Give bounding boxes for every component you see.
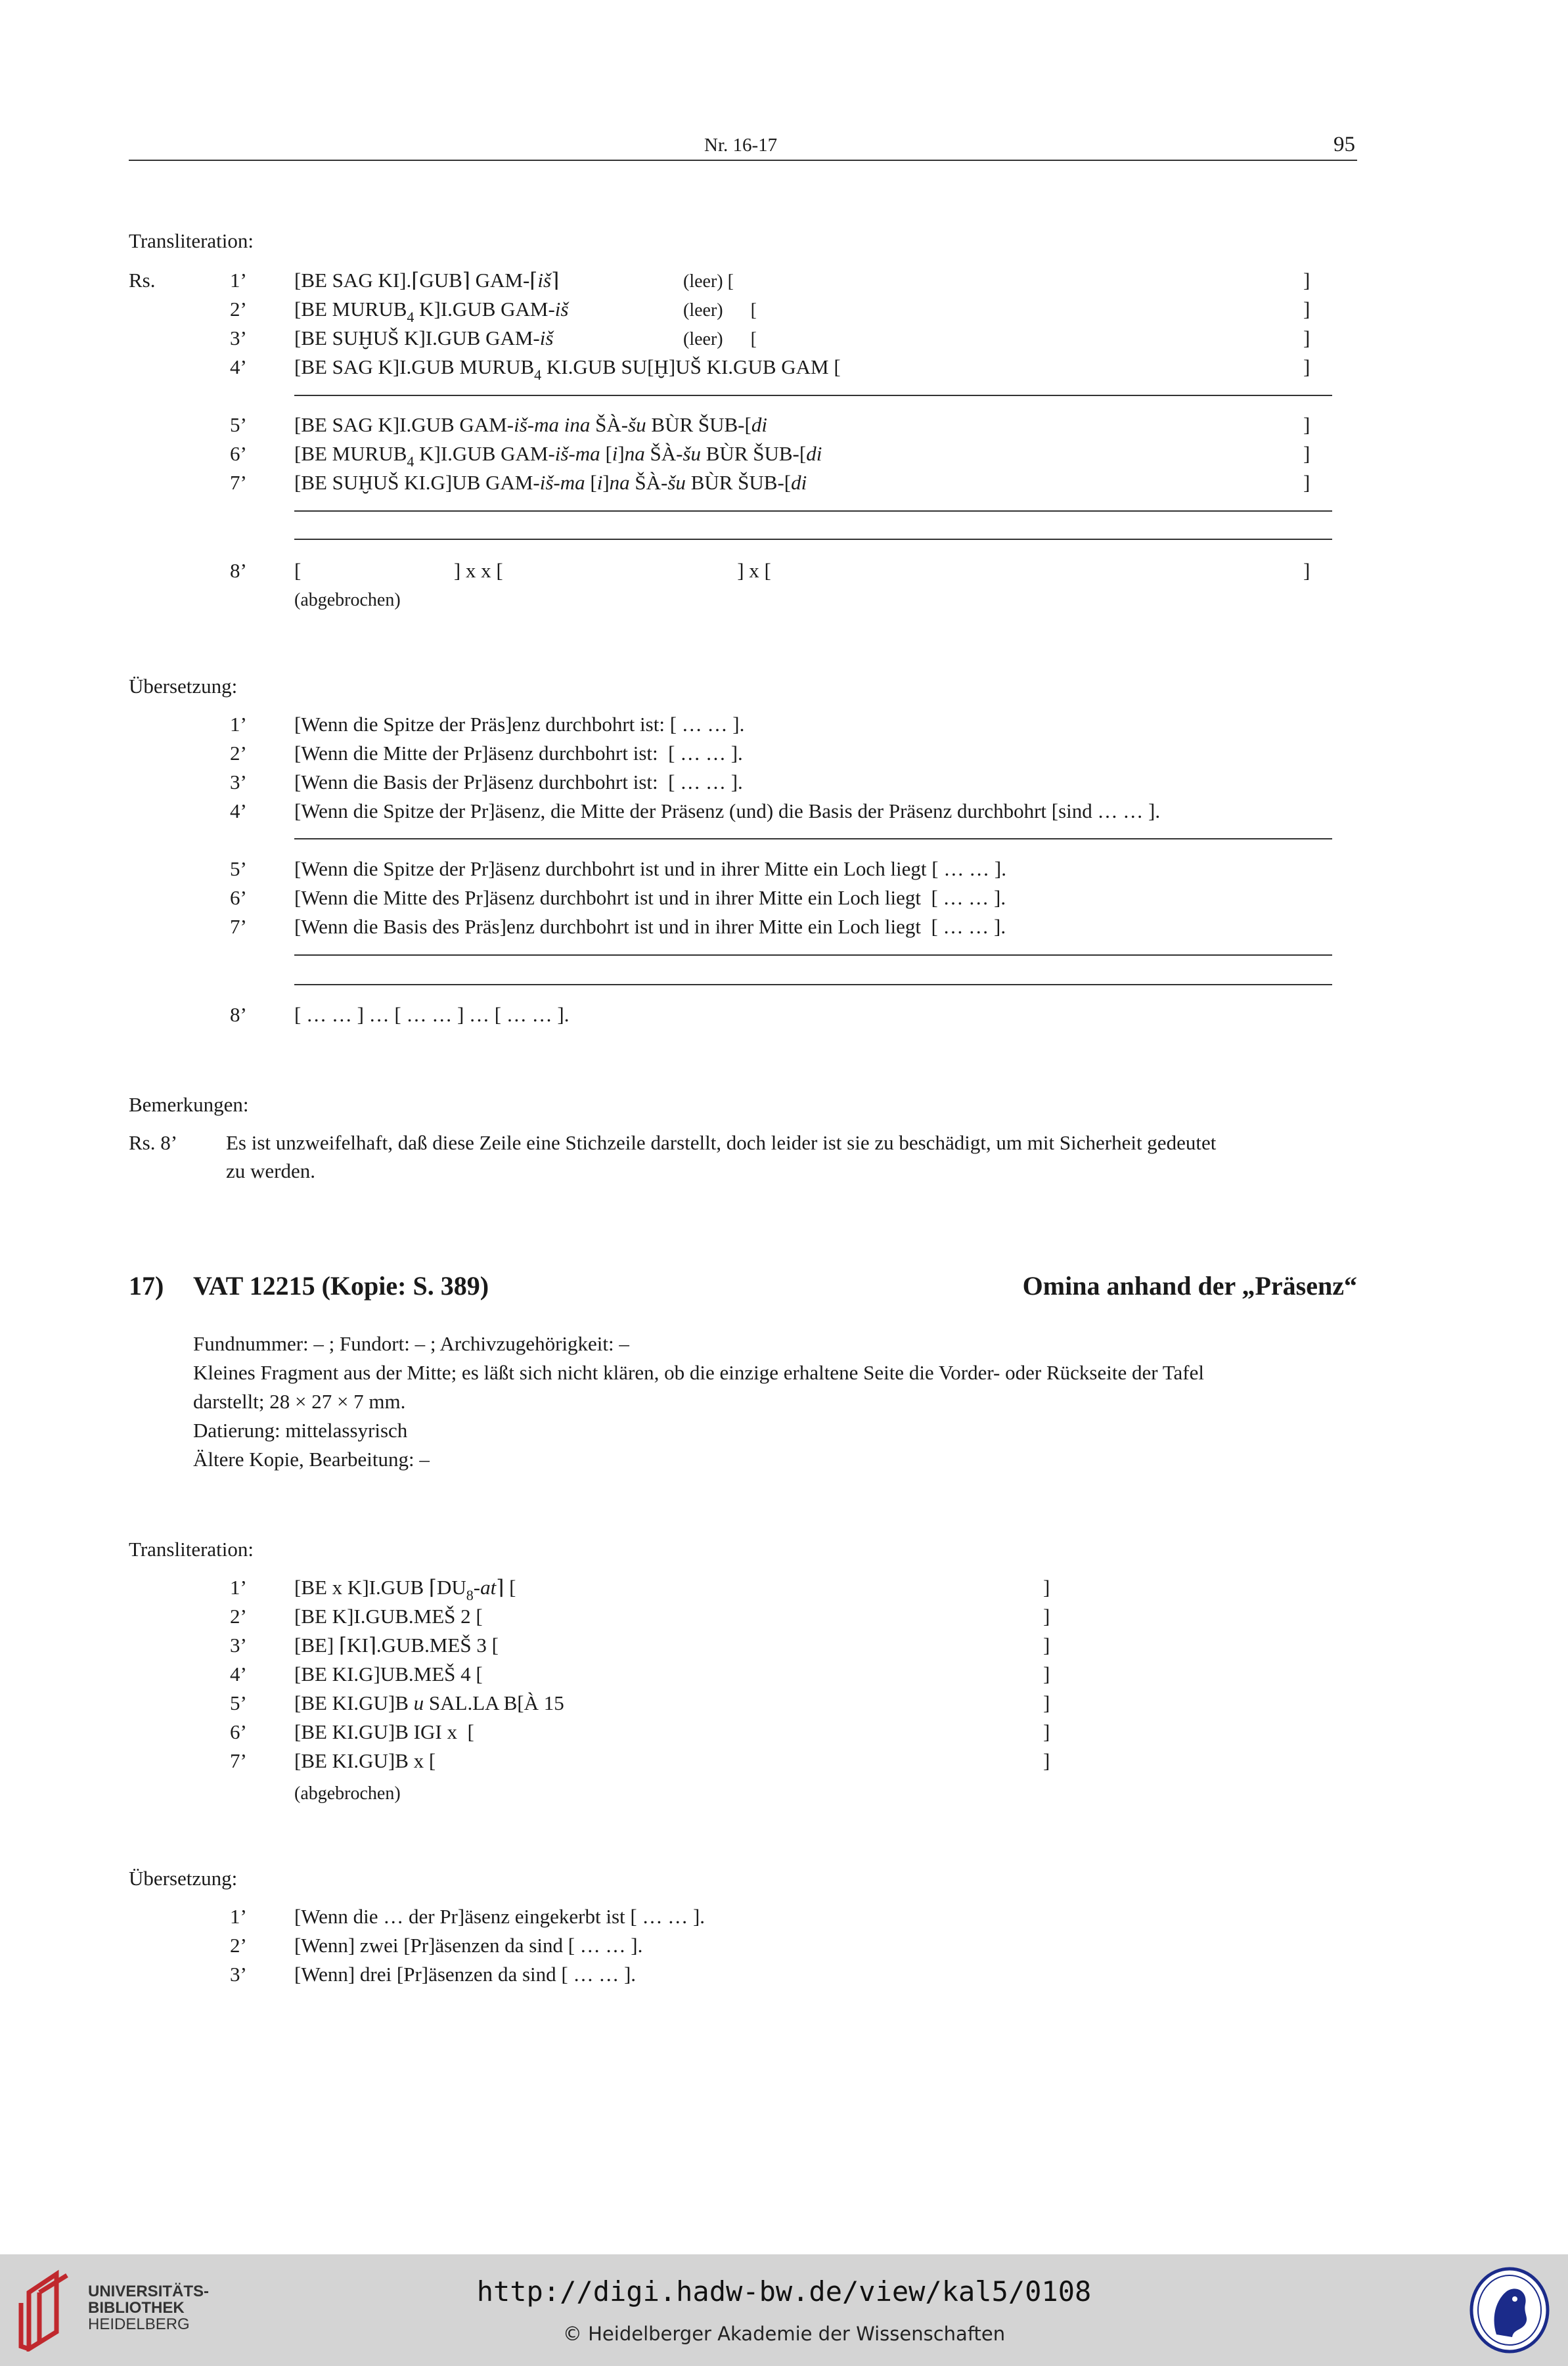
translit-line: [BE SUḪUŠ KI.G]UB GAM-iš-ma [i]na ŠÀ-šu BÙR ŠUB-[di bbox=[294, 471, 807, 494]
ruling-line bbox=[294, 838, 1332, 839]
leer-note: (leer) [ bbox=[683, 329, 757, 349]
header-rule bbox=[129, 160, 1357, 161]
translation-line: [Wenn die Mitte der Pr]äsenz durchbohrt ist: [ … … ]. bbox=[294, 742, 743, 765]
copyright-notice: © Heidelberger Akademie der Wissenschaften bbox=[562, 2323, 1006, 2345]
line-number: 6’ bbox=[230, 442, 247, 465]
info-line: Fundnummer: – ; Fundort: – ; Archivzugehörigkeit: – bbox=[193, 1332, 629, 1355]
info-line: Datierung: mittelassyrisch bbox=[193, 1419, 408, 1442]
info-line: Kleines Fragment aus der Mitte; es läßt sich nicht klären, ob die einzige erhaltene Seite die Vorder- oder Rückseite der Tafel bbox=[193, 1361, 1204, 1384]
line-number: 8’ bbox=[230, 559, 247, 582]
line-number: 5’ bbox=[230, 857, 247, 880]
library-logo-text: UNIVERSITÄTS- BIBLIOTHEK HEIDELBERG bbox=[88, 2283, 210, 2333]
line-end-bracket: ] bbox=[1043, 1720, 1050, 1743]
line-number: 4’ bbox=[230, 799, 247, 822]
translation-line: [Wenn die Basis des Präs]enz durchbohrt ist und in ihrer Mitte ein Loch liegt [ … … ]. bbox=[294, 915, 1006, 938]
line-end-bracket: ] bbox=[1303, 269, 1310, 292]
line-number: 5’ bbox=[230, 1691, 247, 1714]
line-number: 2’ bbox=[230, 1934, 247, 1957]
line-end-bracket: ] bbox=[1303, 355, 1310, 378]
ruling-line bbox=[294, 539, 1332, 540]
line-number: 2’ bbox=[230, 742, 247, 765]
translation-label-17: Übersetzung: bbox=[129, 1867, 238, 1890]
line-number: 6’ bbox=[230, 1720, 247, 1743]
remark-ref: Rs. 8’ bbox=[129, 1131, 178, 1154]
line-end-bracket: ] bbox=[1043, 1605, 1050, 1628]
leer-note: (leer) [ bbox=[683, 271, 734, 292]
translation-line: [Wenn die Basis der Pr]äsenz durchbohrt ist: [ … … ]. bbox=[294, 770, 743, 793]
line-end-bracket: ] bbox=[1043, 1576, 1050, 1599]
permalink-url[interactable]: http://digi.hadw-bw.de/view/kal5/0108 bbox=[476, 2275, 1092, 2308]
translit-line: [BE x K]I.GUB $⌈DU_8-at⌉$ [ bbox=[294, 1576, 516, 1603]
line-number: 1’ bbox=[230, 1905, 247, 1928]
line-end-bracket: ] bbox=[1303, 326, 1310, 349]
line-end-bracket: ] bbox=[1043, 1663, 1050, 1685]
line-number: 7’ bbox=[230, 471, 247, 494]
leer-note: (leer) [ bbox=[683, 300, 757, 321]
translit-line: [BE SAG K]I.GUB GAM-iš-ma ina ŠÀ-šu BÙR ŠUB-[di bbox=[294, 413, 767, 436]
translit-line: [BE KI.GU]B u SAL.LA B[À 15 bbox=[294, 1691, 564, 1714]
line-number: 1’ bbox=[230, 1576, 247, 1599]
line-end-bracket: ] bbox=[1303, 559, 1310, 582]
academy-seal-icon bbox=[1469, 2266, 1550, 2354]
line-number: 7’ bbox=[230, 915, 247, 938]
line-number: 6’ bbox=[230, 886, 247, 909]
translit-line: [BE $MURUB_4$ K]I.GUB GAM-iš-ma [i]na ŠÀ-šu BÙR ŠUB-[di bbox=[294, 442, 822, 470]
side-label: Rs. bbox=[129, 269, 156, 292]
line-number: 3’ bbox=[230, 1634, 247, 1657]
translit-line: [BE SAG K]I.GUB $MURUB_4$ KI.GUB SU[Ḫ]UŠ KI.GUB GAM [ bbox=[294, 355, 841, 383]
line-number: 8’ bbox=[230, 1003, 247, 1026]
info-line: Ältere Kopie, Bearbeitung: – bbox=[193, 1448, 430, 1471]
translation-line: [Wenn] zwei [Pr]äsenzen da sind [ … … ]. bbox=[294, 1934, 643, 1957]
line-number: 7’ bbox=[230, 1749, 247, 1772]
line-number: 2’ bbox=[230, 298, 247, 321]
line-end-bracket: ] bbox=[1303, 413, 1310, 436]
page-number: 95 bbox=[1333, 133, 1355, 156]
line-number: 3’ bbox=[230, 326, 247, 349]
running-header: Nr. 16-17 bbox=[704, 135, 778, 156]
line-end-bracket: ] bbox=[1303, 442, 1310, 465]
line-number: 1’ bbox=[230, 713, 247, 736]
line-end-bracket: ] bbox=[1303, 471, 1310, 494]
ruling-line bbox=[294, 510, 1332, 512]
line-number: 5’ bbox=[230, 413, 247, 436]
translit-line: [BE KI.G]UB.MEŠ 4 [ bbox=[294, 1663, 483, 1685]
translation-line: [Wenn die Mitte des Pr]äsenz durchbohrt ist und in ihrer Mitte ein Loch liegt [ … … ]. bbox=[294, 886, 1006, 909]
ruling-line bbox=[294, 395, 1332, 396]
translation-line: [Wenn die Spitze der Präs]enz durchbohrt ist: [ … … ]. bbox=[294, 713, 745, 736]
line-number: 4’ bbox=[230, 1663, 247, 1685]
translit-line: [BE SUḪUŠ K]I.GUB GAM-iš bbox=[294, 326, 554, 349]
translit-line: [BE KI.GU]B IGI x [ bbox=[294, 1720, 474, 1743]
translation-label: Übersetzung: bbox=[129, 675, 238, 698]
broken-note: (abgebrochen) bbox=[294, 590, 401, 610]
translit-label: Transliteration: bbox=[129, 229, 254, 252]
translation-line: [Wenn die Spitze der Pr]äsenz, die Mitte der Präsenz (und) die Basis der Präsenz durchbohrt [sind … … ]. bbox=[294, 799, 1161, 822]
line-number: 1’ bbox=[230, 269, 247, 292]
line-end-bracket: ] bbox=[1043, 1749, 1050, 1772]
remark-text: Es ist unzweifelhaft, daß diese Zeile eine Stichzeile darstellt, doch leider ist sie zu beschädigt, um mit Sicherheit gedeutet bbox=[226, 1131, 1217, 1154]
translit-line: [BE] ⌈KI⌉.GUB.MEŠ 3 [ bbox=[294, 1634, 499, 1657]
line-number: 2’ bbox=[230, 1605, 247, 1628]
translit-line: [BE KI.GU]B x [ bbox=[294, 1749, 436, 1772]
translit-line: [BE SAG KI].⌈GUB⌉ GAM-⌈iš⌉ bbox=[294, 269, 560, 292]
translit-line: [BE $MURUB_4$ K]I.GUB GAM-iš bbox=[294, 298, 569, 325]
section-title: VAT 12215 (Kopie: S. 389) bbox=[193, 1271, 489, 1301]
translation-line: [Wenn die Spitze der Pr]äsenz durchbohrt ist und in ihrer Mitte ein Loch liegt [ … … ]. bbox=[294, 857, 1006, 880]
remark-text-cont: zu werden. bbox=[226, 1159, 315, 1182]
line-number: 4’ bbox=[230, 355, 247, 378]
section-number: 17) bbox=[129, 1271, 164, 1301]
translit-label-17: Transliteration: bbox=[129, 1538, 254, 1561]
line-end-bracket: ] bbox=[1043, 1691, 1050, 1714]
remarks-label: Bemerkungen: bbox=[129, 1093, 249, 1116]
line-end-bracket: ] bbox=[1043, 1634, 1050, 1657]
line-number: 3’ bbox=[230, 770, 247, 793]
line-end-bracket: ] bbox=[1303, 298, 1310, 321]
translit-line: [ ] x x [ ] x [ bbox=[294, 559, 771, 582]
line-number: 3’ bbox=[230, 1963, 247, 1986]
ruling-line bbox=[294, 954, 1332, 956]
info-line: darstellt; 28 × 27 × 7 mm. bbox=[193, 1390, 406, 1413]
translation-line: [Wenn die … der Pr]äsenz eingekerbt ist [ … … ]. bbox=[294, 1905, 706, 1928]
translation-line: [Wenn] drei [Pr]äsenzen da sind [ … … ]. bbox=[294, 1963, 637, 1986]
broken-note-17: (abgebrochen) bbox=[294, 1783, 401, 1804]
footer-bar bbox=[0, 2254, 1568, 2366]
translation-line: [ … … ] … [ … … ] … [ … … ]. bbox=[294, 1003, 570, 1026]
ruling-line bbox=[294, 984, 1332, 985]
section-topic: Omina anhand der „Präsenz“ bbox=[1022, 1271, 1357, 1301]
translit-line: [BE K]I.GUB.MEŠ 2 [ bbox=[294, 1605, 483, 1628]
